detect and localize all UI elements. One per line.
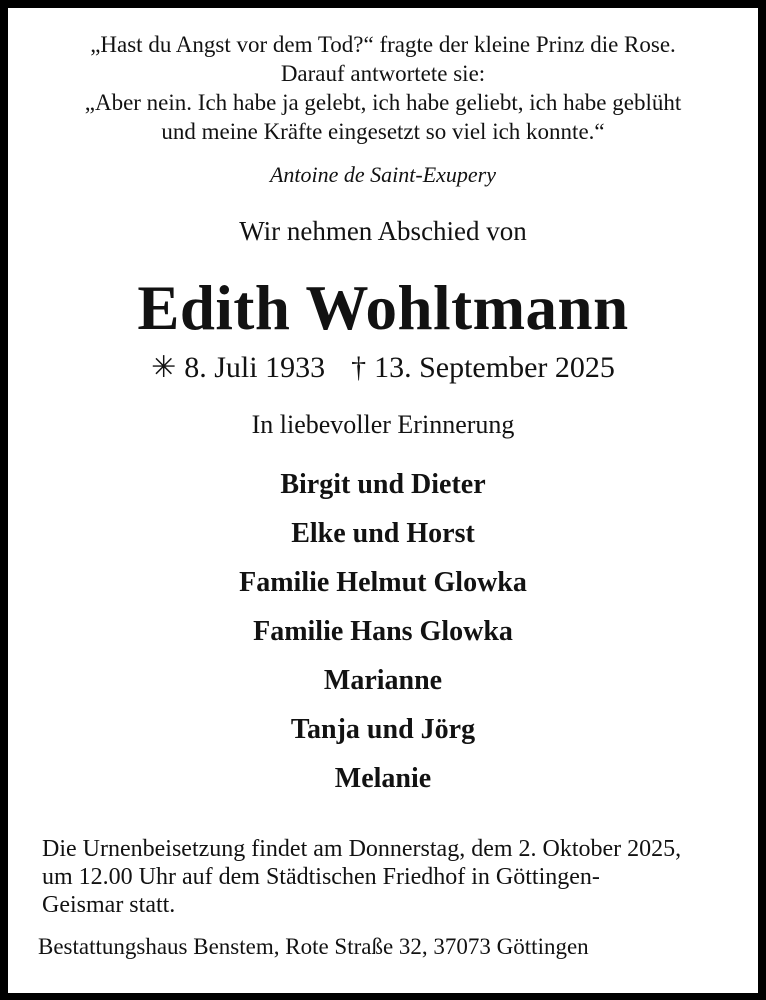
intro-line: Wir nehmen Abschied von <box>239 216 527 246</box>
birth-star-icon: ✳ <box>151 351 177 384</box>
deceased-name: Edith Wohltmann <box>137 273 629 343</box>
funeral-info-line: Geismar statt. <box>42 892 176 918</box>
funeral-info-line: Die Urnenbeisetzung findet am Donnerstag, dem 2. Oktober 2025, <box>42 836 682 862</box>
mourners-list <box>8 460 758 803</box>
death-cross-icon: † <box>351 351 367 384</box>
memorial-line: In liebevoller Erinnerung <box>251 410 515 439</box>
funeral-info-line: um 12.00 Uhr auf dem Städtischen Friedhof in Göttingen- <box>42 864 600 890</box>
birth-date: 8. Juli 1933 <box>184 351 326 384</box>
funeral-home-line: Bestattungshaus Benstem, Rote Straße 32, 37073 Göttingen <box>38 934 589 959</box>
mourner-name: Marianne <box>323 665 443 696</box>
mourner-name: Melanie <box>334 763 432 794</box>
quote-line: „Aber nein. Ich habe ja gelebt, ich habe geliebt, ich habe geblüht <box>84 90 682 115</box>
mourner-name: Familie Hans Glowka <box>253 616 513 647</box>
quote-attribution: Antoine de Saint-Exupery <box>269 162 497 187</box>
death-date-group <box>351 351 615 384</box>
death-date: 13. September 2025 <box>374 351 615 384</box>
dates-line <box>8 348 758 388</box>
mourner-name: Elke und Horst <box>291 518 475 549</box>
birth-date-group <box>151 351 325 384</box>
mourner-name: Familie Helmut Glowka <box>239 567 527 598</box>
funeral-info <box>8 835 758 919</box>
mourner-name: Tanja und Jörg <box>290 714 476 745</box>
quote-line: „Hast du Angst vor dem Tod?“ fragte der kleine Prinz die Rose. <box>90 32 676 57</box>
mourner-name: Birgit und Dieter <box>280 469 486 500</box>
quote-line: Darauf antwortete sie: <box>280 61 486 86</box>
quote-line: und meine Kräfte eingesetzt so viel ich konnte.“ <box>161 119 605 144</box>
quote-block <box>8 30 758 146</box>
